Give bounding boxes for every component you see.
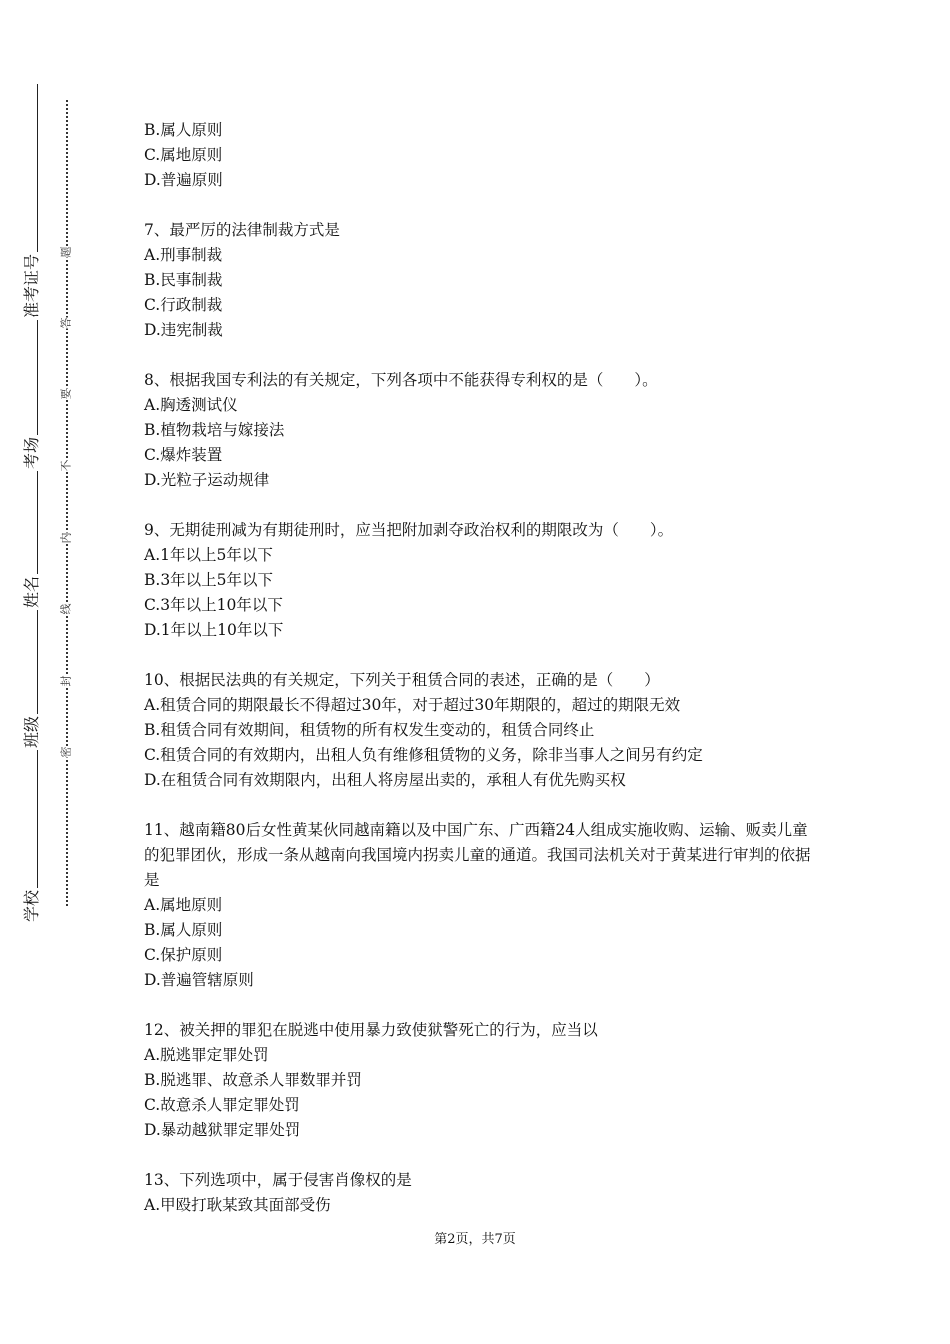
class-label: 班级 bbox=[22, 715, 41, 749]
question-list bbox=[144, 118, 824, 1243]
question-stem: 12、被关押的罪犯在脱逃中使用暴力致使狱警死亡的行为，应当以 bbox=[144, 1021, 598, 1039]
option: D.违宪制裁 bbox=[144, 321, 223, 339]
option: C.租赁合同的有效期内，出租人负有维修租赁物的义务，除非当事人之间另有约定 bbox=[144, 746, 703, 764]
seal-char: 内 bbox=[59, 532, 73, 544]
school-label: 学校 bbox=[22, 889, 41, 923]
option: A.甲殴打耿某致其面部受伤 bbox=[144, 1196, 331, 1214]
seal-char: 答 bbox=[59, 317, 73, 329]
option: B.民事制裁 bbox=[144, 271, 223, 289]
question-stem: 9、无期徒刑减为有期徒刑时，应当把附加剥夺政治权利的期限改为（ ）。 bbox=[144, 521, 674, 539]
binding-dotted-line bbox=[66, 100, 68, 906]
option: B.属人原则 bbox=[144, 121, 223, 139]
option: A.租赁合同的期限最长不得超过30年，对于超过30年期限的，超过的期限无效 bbox=[144, 696, 681, 714]
question-9 bbox=[144, 518, 824, 643]
question-7 bbox=[144, 218, 824, 343]
seal-char: 题 bbox=[59, 246, 73, 258]
question-12 bbox=[144, 1018, 824, 1143]
binding-solid-line bbox=[37, 84, 38, 922]
question-8 bbox=[144, 368, 824, 493]
option: B.属人原则 bbox=[144, 921, 223, 939]
option: D.暴动越狱罪定罪处罚 bbox=[144, 1121, 301, 1139]
question-6-continued bbox=[144, 118, 824, 193]
question-stem: 8、根据我国专利法的有关规定，下列各项中不能获得专利权的是（ ）。 bbox=[144, 371, 658, 389]
seal-char: 线 bbox=[59, 603, 73, 615]
seal-char: 密 bbox=[59, 746, 73, 758]
option: C.3年以上10年以下 bbox=[144, 596, 283, 614]
option: B.租赁合同有效期间，租赁物的所有权发生变动的，租赁合同终止 bbox=[144, 721, 595, 739]
question-stem: 10、根据民法典的有关规定，下列关于租赁合同的表述，正确的是（ ） bbox=[144, 671, 660, 689]
question-stem: 11、越南籍80后女性黄某伙同越南籍以及中国广东、广西籍24人组成实施收购、运输、贩卖儿童的犯罪团伙，形成一条从越南向我国境内拐卖儿童的通道。我国司法机关对于黄某进行审判的依据是 bbox=[144, 821, 811, 889]
page-footer: 第2页，共7页 bbox=[434, 1232, 516, 1247]
option: A.属地原则 bbox=[144, 896, 223, 914]
question-11 bbox=[144, 818, 824, 993]
question-13 bbox=[144, 1168, 824, 1218]
question-stem: 13、下列选项中，属于侵害肖像权的是 bbox=[144, 1171, 412, 1189]
option: D.在租赁合同有效期限内，出租人将房屋出卖的，承租人有优先购买权 bbox=[144, 771, 626, 789]
option: B.植物栽培与嫁接法 bbox=[144, 421, 285, 439]
option: D.1年以上10年以下 bbox=[144, 621, 284, 639]
option: C.故意杀人罪定罪处罚 bbox=[144, 1096, 300, 1114]
option: C.属地原则 bbox=[144, 146, 223, 164]
option: A.脱逃罪定罪处罚 bbox=[144, 1046, 269, 1064]
seal-char: 不 bbox=[59, 460, 73, 472]
option: A.胸透测试仪 bbox=[144, 396, 238, 414]
question-stem: 7、最严厉的法律制裁方式是 bbox=[144, 221, 340, 239]
exam-room-label: 考场 bbox=[22, 436, 41, 470]
option: C.行政制裁 bbox=[144, 296, 223, 314]
option: B.脱逃罪、故意杀人罪数罪并罚 bbox=[144, 1071, 362, 1089]
option: B.3年以上5年以下 bbox=[144, 571, 274, 589]
option: D.普遍原则 bbox=[144, 171, 223, 189]
name-label: 姓名 bbox=[22, 575, 41, 609]
option: D.光粒子运动规律 bbox=[144, 471, 270, 489]
option: C.爆炸装置 bbox=[144, 446, 223, 464]
option: A.1年以上5年以下 bbox=[144, 546, 273, 564]
option: C.保护原则 bbox=[144, 946, 223, 964]
exam-id-label: 准考证号 bbox=[22, 253, 41, 319]
seal-char: 封 bbox=[59, 675, 73, 687]
binding-margin bbox=[0, 0, 100, 1344]
seal-char: 要 bbox=[59, 388, 73, 400]
question-10 bbox=[144, 668, 824, 793]
option: D.普遍管辖原则 bbox=[144, 971, 254, 989]
option: A.刑事制裁 bbox=[144, 246, 223, 264]
